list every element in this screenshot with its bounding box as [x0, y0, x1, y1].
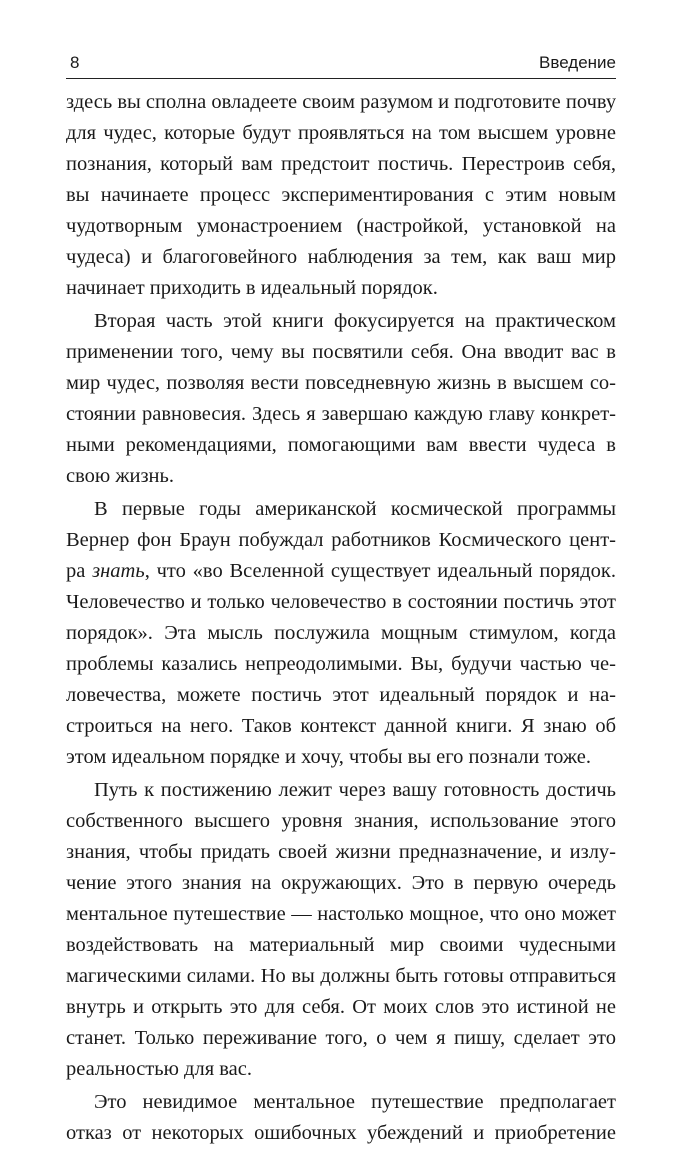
paragraph [66, 494, 616, 773]
text-line: ра знать, что «во Вселенной существует идеальный порядок. [66, 560, 616, 582]
text-line: воздействовать на материальный мир своими чудесными [66, 934, 616, 956]
text-line: для чудес, которые будут проявляться на том высшем уровне [66, 122, 616, 144]
text-line: Вторая часть этой книги фокусируется на практическом [94, 310, 616, 332]
text-line: мир чудес, позволяя вести повседневную жизнь в высшем со- [66, 372, 616, 394]
text-line: чудотворным умонастроением (настройкой, установкой на [66, 215, 616, 237]
text-line: внутрь и открыть это для себя. От моих слов это истиной не [66, 996, 616, 1018]
text-line: этом идеальном порядке и хочу, чтобы вы его познали тоже. [66, 746, 591, 768]
text-line: Человечество и только человечество в состоянии постичь этот [66, 591, 616, 613]
text-line: чудеса) и благоговейного наблюдения за тем, как ваш мир [66, 246, 616, 268]
text-line: станет. Только переживание того, о чем я пишу, сделает это [66, 1027, 616, 1049]
text-line: проблемы казались непреодолимыми. Вы, будучи частью че- [66, 653, 616, 675]
text-line: ными рекомендациями, помогающими вам ввести чудеса в [66, 434, 616, 456]
text-line: Это невидимое ментальное путешествие предполагает [94, 1091, 616, 1113]
section-title: Введение [539, 53, 616, 72]
text-line: ментальное путешествие — настолько мощное, что оно может [66, 903, 616, 925]
text-line: вы начинаете процесс экспериментирования с этим новым [66, 184, 616, 206]
text-line: В первые годы американской космической программы [94, 498, 616, 520]
text-line: Путь к постижению лежит через вашу готовность достичь [94, 779, 616, 801]
running-header [66, 52, 616, 79]
paragraph [66, 87, 616, 304]
text-line: собственного высшего уровня знания, использование этого [66, 810, 616, 832]
text-line: ловечества, можете постичь этот идеальный порядок и на- [66, 684, 616, 706]
text-line: применении того, чему вы посвятили себя. Она вводит вас в [66, 341, 616, 363]
text-line: чение этого знания на окружающих. Это в первую очередь [66, 872, 616, 894]
text-line: реальностью для вас. [66, 1058, 252, 1080]
page-number: 8 [70, 53, 80, 72]
text-line: начинает приходить в идеальный порядок. [66, 277, 438, 299]
text-line: познания, который вам предстоит постичь. Перестроив себя, [66, 153, 616, 175]
text-line: стоянии равновесия. Здесь я завершаю каждую главу конкрет- [66, 403, 616, 425]
book-page [66, 52, 616, 1151]
text-line: отказ от некоторых ошибочных убеждений и приобретение [66, 1122, 616, 1144]
paragraph [66, 306, 616, 492]
emphasis: знать [92, 560, 145, 582]
text-line: Вернер фон Браун побуждал работников Космического цент- [66, 529, 616, 551]
text-line: строиться на него. Таков контекст данной книги. Я знаю об [66, 715, 616, 737]
text-line: порядок». Эта мысль послужила мощным стимулом, когда [66, 622, 616, 644]
paragraph [66, 775, 616, 1085]
body-text [66, 87, 616, 1149]
paragraph [66, 1087, 616, 1149]
text-line: знания, чтобы придать своей жизни предназначение, и излу- [66, 841, 616, 863]
text-line: здесь вы сполна овладеете своим разумом и подготовите почву [66, 91, 616, 113]
text-line: свою жизнь. [66, 465, 175, 487]
text-line: магическими силами. Но вы должны быть готовы отправиться [66, 965, 616, 987]
